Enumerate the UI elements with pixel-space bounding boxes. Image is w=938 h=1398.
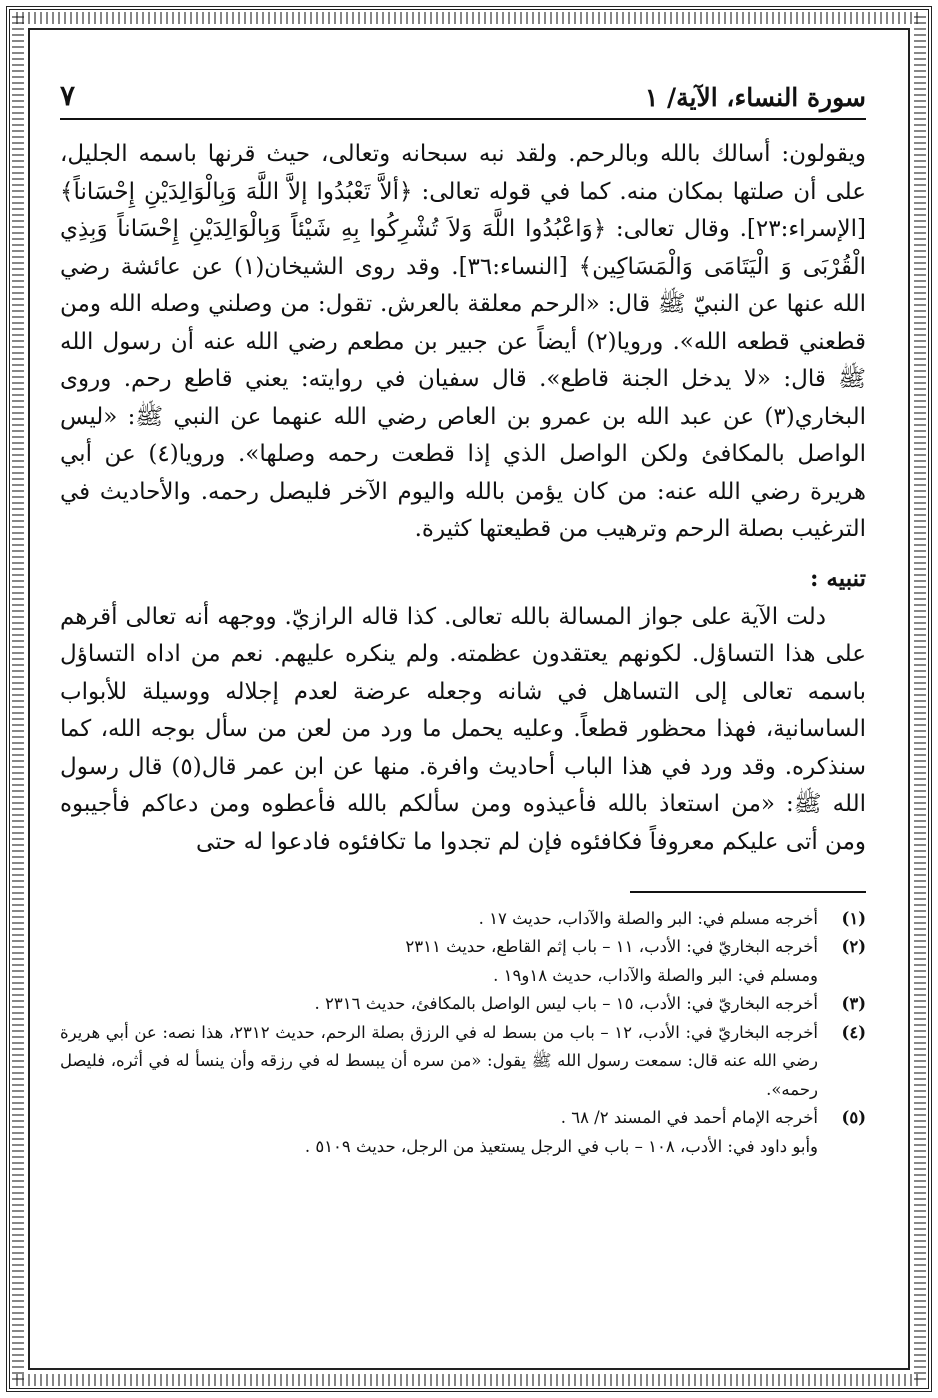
footnote-2	[60, 933, 866, 962]
border-chain-top	[16, 12, 922, 24]
page-content	[60, 68, 866, 1318]
footnote-3	[60, 990, 866, 1019]
footnote-number: (٥)	[841, 1108, 866, 1127]
body-text	[60, 136, 866, 861]
footnote-number: (٤)	[841, 1022, 866, 1042]
paragraph-1: ويقولون: أسالك بالله وبالرحم. ولقد نبه سبحانه وتعالى، حيث قرنها باسمه الجليل، على أن صلتها بمكان منه. كما في قوله تعالى: ﴿ألاَّ تَعْبُدُوا إلاَّ اللَّهَ وَبِالْوَالِدَيْنِ إِحْسَاناً﴾ [الإسراء:٢٣]. وقال تعالى: ﴿وَاعْبُدُوا اللَّهَ وَلاَ تُشْرِكُوا بِهِ شَيْئاً وَبِالْوَالِدَيْنِ إِحْسَاناً وَبِذِي الْقُرْبَى وَ الْيَتَامَى وَالْمَسَاكِين﴾ [النساء:٣٦]. وقد روى الشيخان(١) عن عائشة رضي الله عنها عن النبيّ ﷺ قال: «الرحم معلقة بالعرش. تقول: من وصلني وصله الله ومن قطعني قطعه الله». ورويا(٢) أيضاً عن جبير بن مطعم رضي الله عنه أن رسول الله ﷺ قال: «لا يدخل الجنة قاطع». قال سفيان في روايته: يعني قاطع رحم. وروى البخاري(٣) عن عبد الله بن عمرو بن العاص رضي الله عنهما عن النبي ﷺ: «ليس الواصل بالمكافئ ولكن الواصل الذي إذا قطعت رحمه وصلها». ورويا(٤) عن أبي هريرة رضي الله عنه: من كان يؤمن بالله واليوم الآخر فليصل رحمه. والأحاديث في الترغيب بصلة الرحم وترهيب من قطيعتها كثيرة.	[60, 141, 866, 542]
footnote-2-continuation: ومسلم في: البر والصلة والآداب، حديث ١٨و١٩ .	[493, 965, 818, 985]
footnote-separator	[630, 891, 866, 893]
border-chain-bottom	[16, 1374, 922, 1386]
footnote-number: (٢)	[841, 937, 866, 956]
footnote-number: (٣)	[841, 994, 866, 1013]
border-chain-right	[914, 16, 926, 1382]
running-title: سورة النساء، الآية/ ١	[644, 83, 866, 112]
footnote-text: أخرجه البخاريّ في: الأدب، ١٥ – باب ليس الواصل بالمكافئ، حديث ٢٣١٦ .	[314, 994, 818, 1013]
border-chain-left	[12, 16, 24, 1382]
page-number: ٧	[60, 79, 76, 112]
footnote-5-continuation: وأبو داود في: الأدب، ١٠٨ – باب في الرجل يستعيذ من الرجل، حديث ٥١٠٩ .	[304, 1136, 818, 1156]
section-heading: تنبيه :	[809, 564, 866, 592]
footnote-4	[60, 1019, 866, 1105]
footnote-1	[60, 905, 866, 934]
footnotes	[60, 905, 866, 1162]
footnote-text: أخرجه الإمام أحمد في المسند ٢/ ٦٨ .	[560, 1108, 818, 1127]
footnote-text: أخرجه البخاريّ في: الأدب، ١١ – باب إثم القاطع، حديث ٢٣١١	[405, 937, 818, 956]
paragraph-2: دلت الآية على جواز المسالة بالله تعالى. كذا قاله الرازيّ. ووجهه أنه تعالى أقرهم على هذا التساؤل. لكونهم يعتقدون عظمته. ولم ينكره عليهم. نعم من اداه التساؤل باسمه تعالى إلى التساهل في شانه وجعله عرضة لعدم إجلاله ووسيلة للأبواب الساسانية، فهذا محظور قطعاً. وعليه يحمل ما ورد من لعن من سأل بوجه الله، كما سنذكره. وقد ورد في هذا الباب أحاديث وافرة. منها عن ابن عمر قال(٥) قال رسول الله ﷺ: «من استعاذ بالله فأعيذوه ومن سألكم بالله فأعطوه ومن دعاكم فأجيبوه ومن أتى عليكم معروفاً فكافئوه فإن لم تجدوا ما تكافئوه فادعوا له حتى	[60, 603, 866, 855]
footnote-text: أخرجه مسلم في: البر والصلة والآداب، حديث ١٧ .	[478, 908, 818, 928]
running-head	[60, 68, 866, 120]
footnote-5	[60, 1104, 866, 1133]
footnote-text: أخرجه البخاريّ في: الأدب، ١٢ – باب من بسط له في الرزق بصلة الرحم، حديث ٢٣١٢، هذا نصه: عن أبي هريرة رضي الله عنه قال: سمعت رسول الله ﷺ يقول: «من سره أن يبسط له في رزقه وأن ينسأ له في أثره، فليصل رحمه».	[60, 1022, 818, 1099]
footnote-number: (١)	[841, 908, 866, 928]
